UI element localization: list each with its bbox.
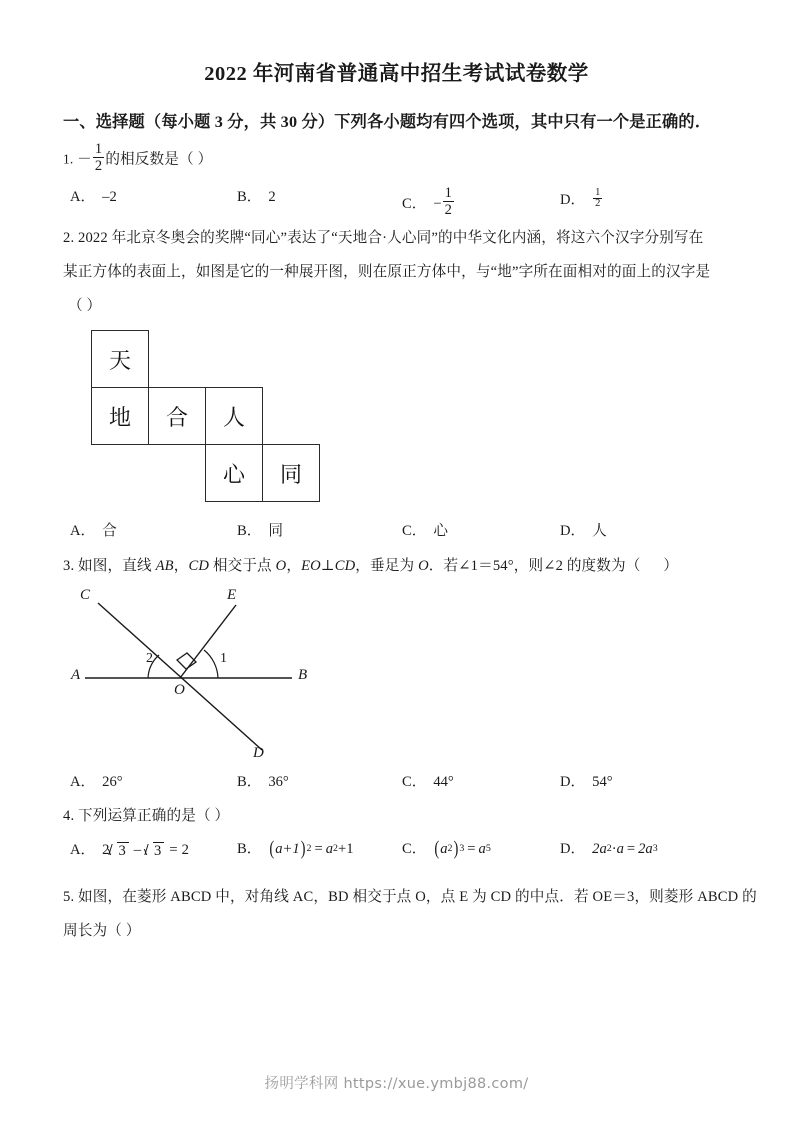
expr-d-var: a bbox=[616, 841, 624, 857]
section-heading: 一、选择题（每小题 3 分，共 30 分）下列各小题均有四个选项，其中只有一个是正确的． bbox=[63, 113, 712, 131]
option-label: C． bbox=[402, 774, 427, 790]
option-value: 2 bbox=[268, 189, 276, 205]
question-4-option-b[interactable]: B． ( a+1 ) 2 = a 2 +1 bbox=[237, 838, 354, 860]
question-2-option-b[interactable] bbox=[237, 524, 283, 539]
expr-c-inner-base: a bbox=[440, 841, 448, 857]
option-value: 同 bbox=[268, 523, 283, 539]
option-label: C． bbox=[402, 841, 427, 857]
label-point-b: B bbox=[298, 667, 308, 683]
expr-d-dot: · bbox=[611, 841, 617, 857]
question-1-option-b[interactable] bbox=[237, 190, 276, 205]
question-1-number: 1. bbox=[63, 151, 74, 167]
sqrt-3-first: 3 bbox=[109, 842, 128, 859]
option-label: B． bbox=[237, 189, 262, 205]
option-label: A． bbox=[70, 189, 96, 205]
page-title: 2022 年河南省普通高中招生考试试卷数学 bbox=[204, 63, 589, 85]
question-3-stem: 3. 如图，直线 AB，CD 相交于点 O，EO⊥CD，垂足为 O．若∠1＝54°，则∠2 的度数为（ ） bbox=[63, 558, 679, 574]
question-2-option-d[interactable] bbox=[560, 524, 607, 539]
option-label: C． bbox=[402, 195, 427, 212]
net-cell-he: 合 bbox=[148, 387, 206, 445]
paren-close: ) bbox=[300, 838, 306, 860]
net-cell-xin: 心 bbox=[205, 444, 263, 502]
question-1-fraction: $\frac{1}{2}$ bbox=[94, 140, 103, 175]
question-1-option-c[interactable] bbox=[402, 184, 455, 220]
net-cell-ren: 人 bbox=[205, 387, 263, 445]
option-label: D． bbox=[560, 774, 586, 790]
option-value: 合 bbox=[102, 523, 117, 539]
expr-b-rhs-base: a bbox=[325, 841, 334, 857]
question-3-figure bbox=[70, 585, 320, 770]
sqrt-3-second: 3 bbox=[145, 842, 164, 859]
label-point-e: E bbox=[227, 587, 237, 603]
option-value: –2 bbox=[102, 189, 117, 205]
expr-a-equals: = bbox=[169, 842, 178, 858]
paren-open: ( bbox=[269, 838, 275, 860]
expr-d-equals: = bbox=[626, 841, 636, 857]
expr-b-equals: = bbox=[314, 841, 323, 857]
net-cell-tong: 同 bbox=[262, 444, 320, 502]
expr-b-rhs-tail: +1 bbox=[337, 841, 354, 857]
footer-watermark: 扬明学科网 https://xue.ymbj88.com/ bbox=[264, 1076, 529, 1092]
question-2-option-c[interactable] bbox=[402, 524, 448, 539]
option-d-fraction: $\frac{1}{2}$ bbox=[595, 186, 601, 210]
net-cell-di: 地 bbox=[91, 387, 149, 445]
option-label: A． bbox=[70, 842, 96, 858]
expr-a-rhs: 2 bbox=[181, 842, 189, 858]
option-label: B． bbox=[237, 523, 262, 539]
option-value: 44° bbox=[433, 774, 454, 790]
label-point-d: D bbox=[253, 745, 264, 761]
expr-d-lhs: 2a bbox=[592, 841, 607, 857]
question-3-option-b[interactable] bbox=[237, 775, 289, 790]
option-label: C． bbox=[402, 523, 427, 539]
option-value: 26° bbox=[102, 774, 123, 790]
question-4-option-d[interactable]: D． 2a 2 · a = 2a 3 bbox=[560, 841, 658, 857]
question-4-stem: 4. 下列运算正确的是（ ） bbox=[63, 808, 230, 824]
option-value: 心 bbox=[433, 523, 448, 539]
expr-c-equals: = bbox=[467, 841, 476, 857]
question-2-line-2: 某正方体的表面上，如图是它的一种展开图，则在原正方体中，与“地”字所在面相对的面上的汉字是 bbox=[63, 264, 711, 280]
question-1-stem-tail: 的相反数是（ ） bbox=[105, 151, 213, 168]
option-label: A． bbox=[70, 523, 96, 539]
option-value: 54° bbox=[592, 774, 613, 790]
expr-d-rhs: 2a bbox=[638, 841, 653, 857]
paren-open: ( bbox=[434, 838, 440, 860]
option-value: 人 bbox=[592, 523, 607, 539]
question-3-option-c[interactable] bbox=[402, 775, 454, 790]
angle-label-2: 2 bbox=[146, 651, 153, 666]
expr-a-coef: 2 bbox=[102, 842, 110, 858]
question-2-line-1: 2. 2022 年北京冬奥会的奖牌“同心”表达了“天地合·人心同”的中华文化内涵，将这六个汉字分别写在 bbox=[63, 230, 704, 246]
intersecting-lines-svg bbox=[70, 585, 320, 770]
question-4-option-c[interactable]: C． ( a 2 ) 3 = a 5 bbox=[402, 838, 491, 860]
option-label: D． bbox=[560, 523, 586, 539]
question-2-option-a[interactable] bbox=[70, 524, 117, 539]
label-point-o: O bbox=[174, 682, 185, 698]
question-2-line-3: （ ） bbox=[68, 298, 102, 314]
question-5-line-1: 5. 如图，在菱形 ABCD 中，对角线 AC，BD 相交于点 O，点 E 为 CD 的中点．若 OE＝3，则菱形 ABCD 的 bbox=[63, 889, 757, 905]
option-label: A． bbox=[70, 774, 96, 790]
question-1-option-a[interactable] bbox=[70, 190, 117, 205]
question-4-option-a[interactable] bbox=[70, 842, 189, 859]
line-cd bbox=[98, 603, 262, 750]
option-label: D． bbox=[560, 191, 586, 208]
option-label: B． bbox=[237, 841, 262, 857]
cube-net-figure bbox=[91, 330, 341, 505]
question-3-option-a[interactable] bbox=[70, 775, 123, 790]
paren-close: ) bbox=[453, 838, 459, 860]
question-1-minus: － bbox=[77, 151, 92, 168]
question-1-stem bbox=[63, 140, 213, 176]
expr-c-rhs-base: a bbox=[478, 841, 486, 857]
option-c-fraction: $\frac{1}{2}$ bbox=[444, 184, 452, 219]
expr-a-minus: – bbox=[133, 842, 142, 858]
question-3-option-d[interactable] bbox=[560, 775, 613, 790]
angle-label-1: 1 bbox=[220, 651, 227, 666]
option-label: D． bbox=[560, 841, 586, 857]
angle-arc-1 bbox=[204, 650, 218, 678]
option-label: B． bbox=[237, 774, 262, 790]
expr-b-base: a+1 bbox=[275, 841, 300, 857]
option-value: 36° bbox=[268, 774, 289, 790]
option-c-sign: − bbox=[433, 195, 442, 212]
question-5-line-2: 周长为（ ） bbox=[63, 923, 141, 939]
label-point-a: A bbox=[71, 667, 81, 683]
net-cell-tian: 天 bbox=[91, 330, 149, 388]
label-point-c: C bbox=[80, 587, 91, 603]
question-1-option-d[interactable] bbox=[560, 186, 603, 211]
